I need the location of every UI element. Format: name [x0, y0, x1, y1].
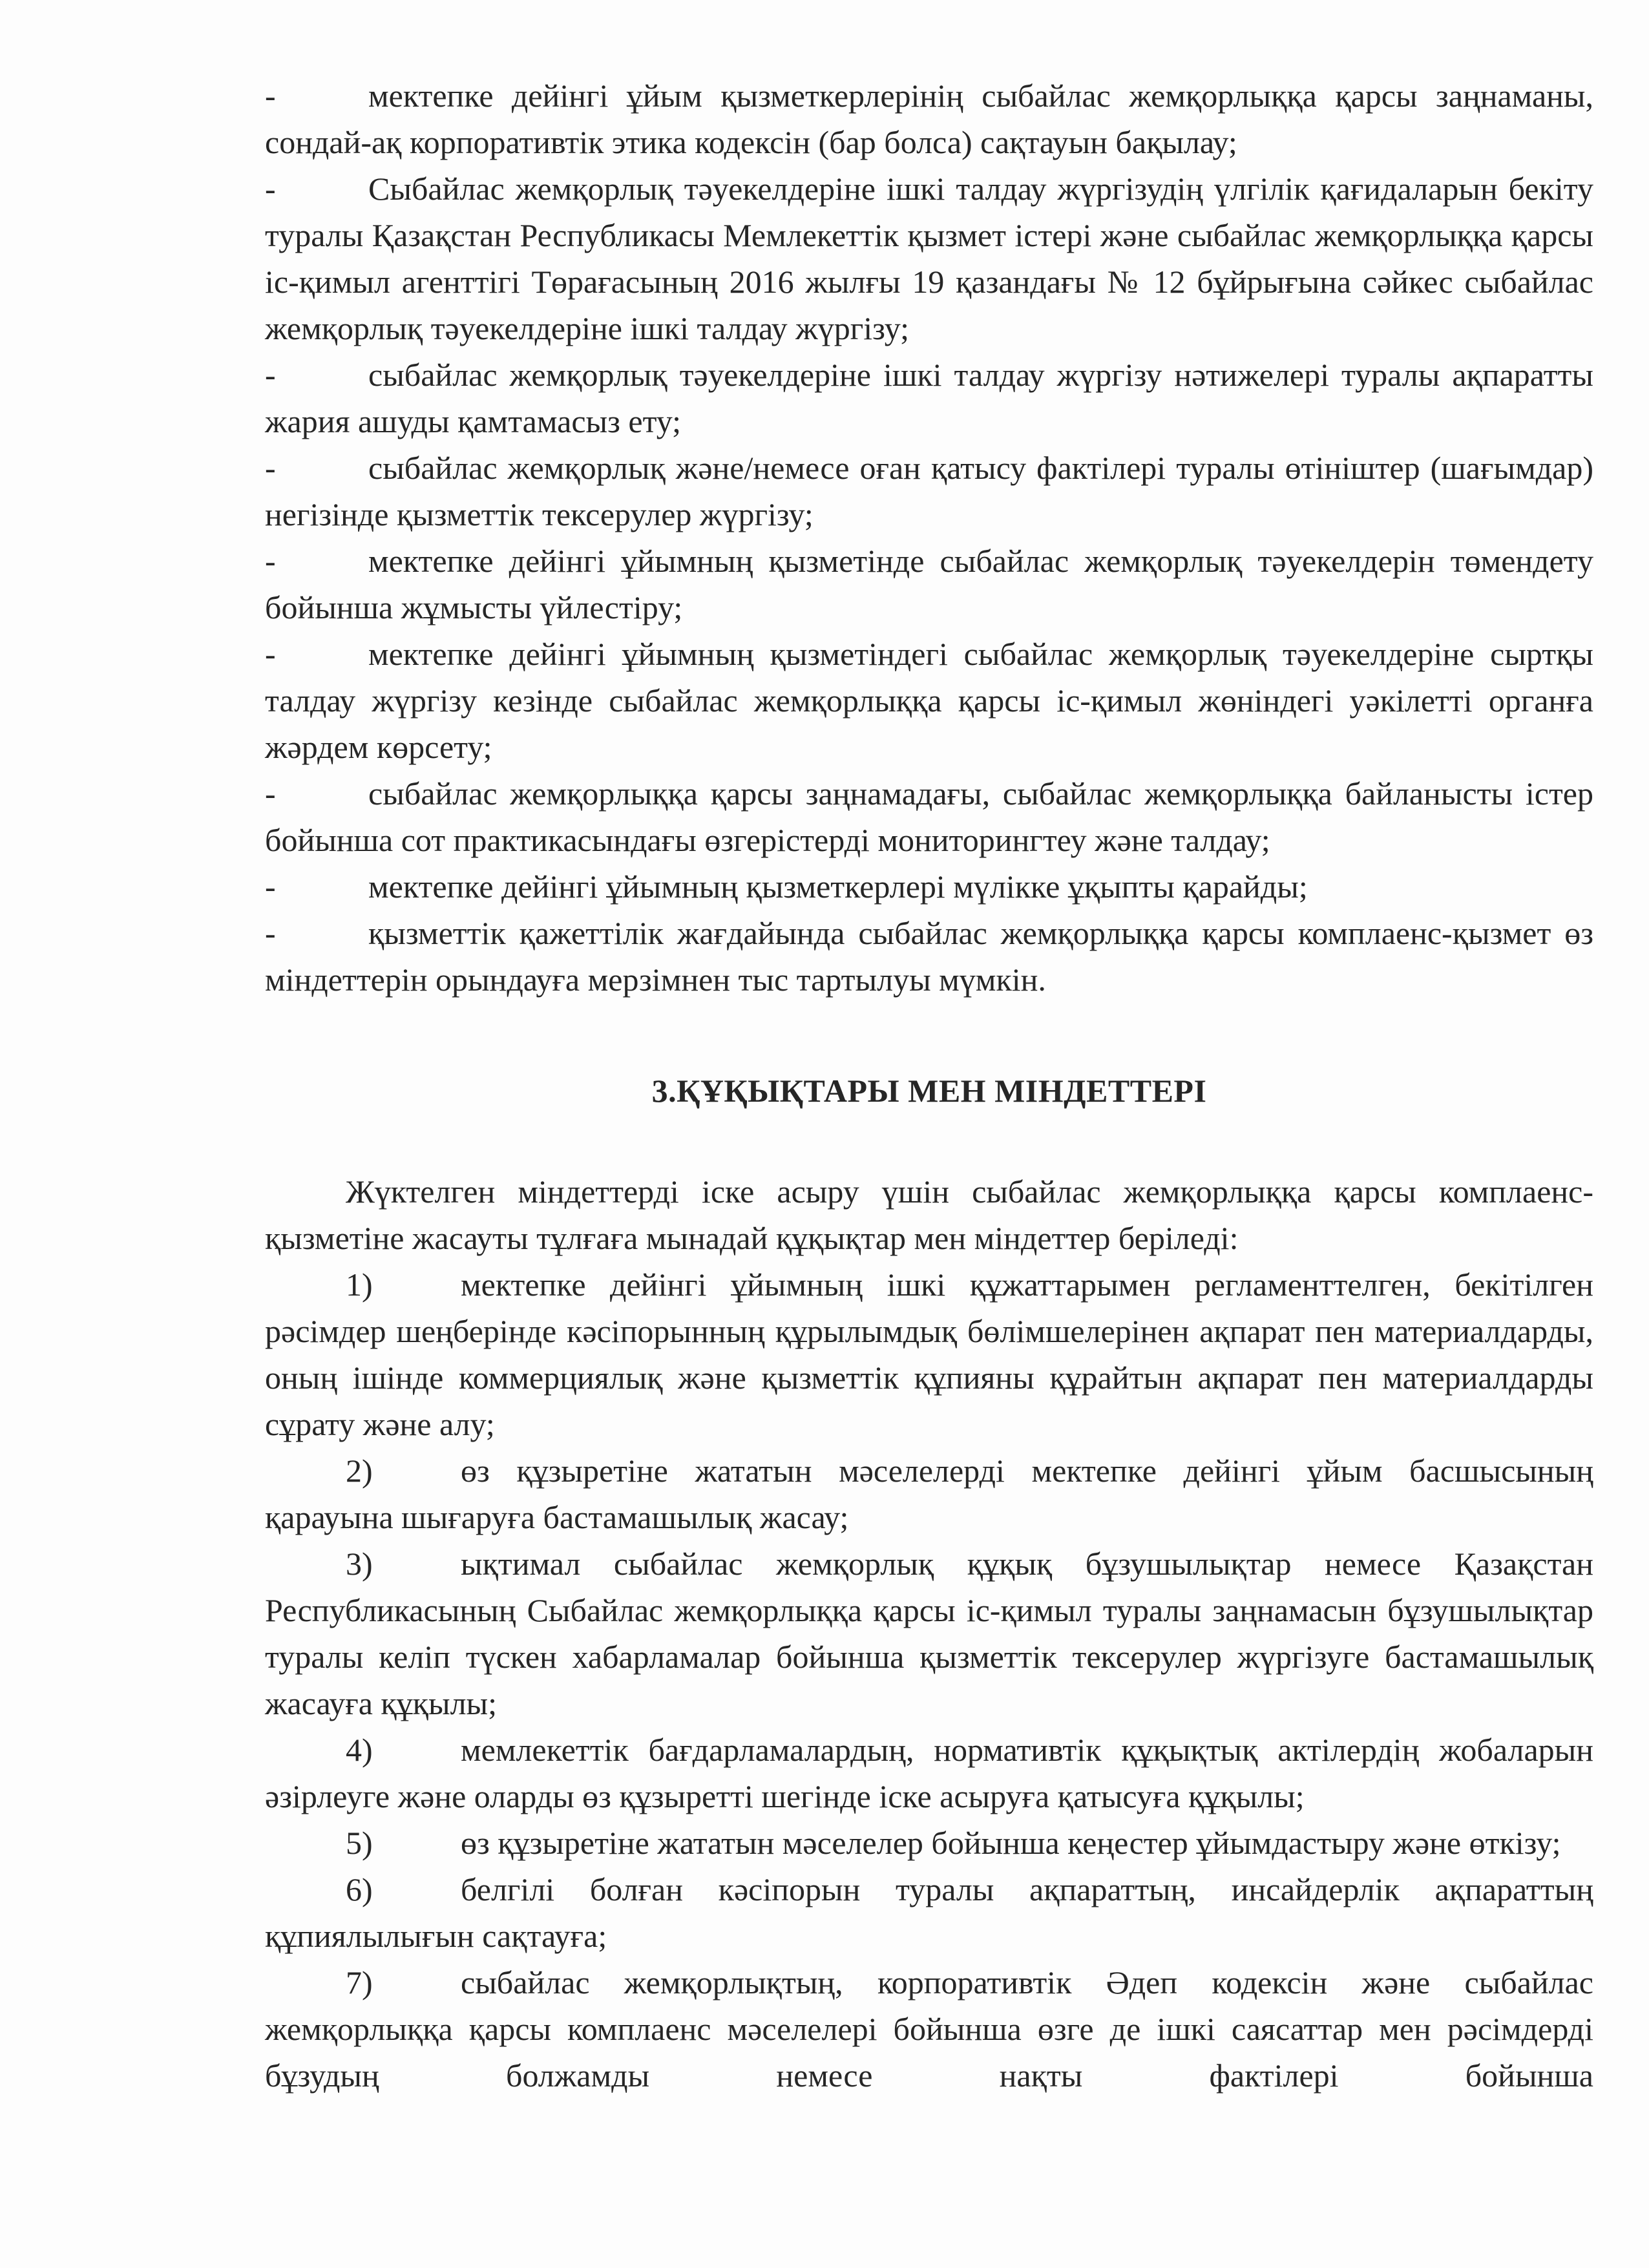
bullet-marker: - [265, 915, 276, 951]
bullet-marker: - [265, 775, 276, 812]
item-text: өз құзыретіне жататын мәселелерді мектепке дейінгі ұйым басшысының қарауына шығаруға бастамашылық жасау; [265, 1453, 1593, 1535]
bullet-marker: - [265, 357, 276, 393]
bullet-item [265, 770, 1593, 863]
bullet-marker: - [265, 636, 276, 672]
bullet-text: сыбайлас жемқорлыққа қарсы заңнамадағы, сыбайлас жемқорлыққа байланысты істер бойынша сот практикасындағы өзгерістерді мониторингтеу және талдау; [265, 775, 1593, 858]
bullet-text: мектепке дейінгі ұйым қызметкерлерінің сыбайлас жемқорлыққа қарсы заңнаманы, сондай-ақ корпоративтік этика кодексін (бар болса) сақтауын бақылау; [265, 78, 1593, 160]
section-intro: Жүктелген міндеттерді іске асыру үшін сыбайлас жемқорлыққа қарсы комплаенс-қызметіне жасауты тұлғаға мынадай құқықтар мен міндеттер беріледі: [265, 1173, 1593, 1256]
bullet-item [265, 72, 1593, 165]
item-number: 5) [346, 1825, 373, 1861]
bullet-item [265, 910, 1593, 1003]
item-number: 6) [346, 1871, 373, 1907]
bullet-text: сыбайлас жемқорлық және/немесе оған қатысу фактілері туралы өтініштер (шағымдар) негізінде қызметтік тексерулер жүргізу; [265, 450, 1593, 532]
bullet-text: Сыбайлас жемқорлық тәуекелдеріне ішкі талдау жүргізудің үлгілік қағидаларын бекіту туралы Қазақстан Республикасы Мемлекеттік қызмет істері және сыбайлас жемқорлыққа қарсы іс-қимыл агенттігі Төрағасының 2016 жылғы 19 қазандағы № 12 бұйрығына сәйкес сыбайлас жемқорлық тәуекелдеріне ішкі талдау жүргізу; [265, 171, 1593, 346]
bullet-text: қызметтік қажеттілік жағдайында сыбайлас жемқорлыққа қарсы комплаенс-қызмет өз міндеттерін орындауға мерзімнен тыс тартылуы мүмкін. [265, 915, 1593, 998]
bullet-marker: - [265, 171, 276, 207]
bullet-marker: - [265, 450, 276, 486]
item-text: мектепке дейінгі ұйымның ішкі құжаттарымен регламенттелген, бекітілген рәсімдер шеңберінде кәсіпорынның құрылымдық бөлімшелерінен ақпарат пен материалдарды, оның ішінде коммерциялық және қызметтік құпияны құрайтын ақпарат пен материалдарды сұрату және алу; [265, 1266, 1593, 1442]
bullet-item [265, 631, 1593, 770]
bullet-marker: - [265, 78, 276, 114]
item-text: ықтимал сыбайлас жемқорлық құқық бұзушылықтар немесе Қазақстан Республикасының Сыбайлас жемқорлыққа қарсы іс-қимыл туралы заңнамасын бұзушылықтар туралы келіп түскен хабарламалар бойынша қызметтік тексерулер жүргізуге бастамашылық жасауға құқылы; [265, 1546, 1593, 1721]
bullet-text: мектепке дейінгі ұйымның қызметінде сыбайлас жемқорлық тәуекелдерін төмендету бойынша жұмысты үйлестіру; [265, 543, 1593, 625]
numbered-item [265, 1820, 1593, 1866]
bullet-item [265, 352, 1593, 445]
item-number: 3) [346, 1546, 373, 1582]
bullet-item [265, 445, 1593, 538]
numbered-item [265, 1959, 1593, 2099]
numbered-item [265, 1447, 1593, 1540]
numbered-item [265, 1540, 1593, 1727]
bullet-text: мектепке дейінгі ұйымның қызметіндегі сыбайлас жемқорлық тәуекелдеріне сыртқы талдау жүргізу кезінде сыбайлас жемқорлыққа қарсы іс-қимыл жөніндегі уәкілетті органға жәрдем көрсету; [265, 636, 1593, 765]
numbered-item [265, 1261, 1593, 1447]
item-text: белгілі болған кәсіпорын туралы ақпараттың, инсайдерлік ақпараттың құпиялылығын сақтауға; [265, 1871, 1593, 1954]
bullet-text: мектепке дейінгі ұйымның қызметкерлері мүлікке ұқыпты қарайды; [368, 868, 1308, 905]
section-heading: 3.ҚҰҚЫҚТАРЫ МЕН МІНДЕТТЕРІ [651, 1073, 1207, 1109]
bullet-marker: - [265, 868, 276, 905]
item-text: мемлекеттік бағдарламалардың, нормативтік құқықтық актілердің жобаларын әзірлеуге және оларды өз құзыретті шегінде іске асыруға қатысуға құқылы; [265, 1732, 1593, 1814]
bullet-marker: - [265, 543, 276, 579]
item-number: 7) [346, 1964, 373, 2000]
item-number: 4) [346, 1732, 373, 1768]
bullet-item [265, 165, 1593, 352]
document-body [265, 72, 1593, 2099]
numbered-item [265, 1727, 1593, 1820]
bullet-text: сыбайлас жемқорлық тәуекелдеріне ішкі талдау жүргізу нәтижелері туралы ақпаратты жария ашуды қамтамасыз ету; [265, 357, 1593, 439]
item-text: өз құзыретіне жататын мәселелер бойынша кеңестер ұйымдастыру және өткізу; [461, 1825, 1561, 1861]
bullet-item [265, 538, 1593, 631]
bullet-item [265, 863, 1593, 910]
item-text: сыбайлас жемқорлықтың, корпоративтік Әдеп кодексін және сыбайлас жемқорлыққа қарсы комплаенс мәселелері бойынша өзге де ішкі саясаттар мен рәсімдерді бұзудың болжамды немесе нақты фактілері бойынша [265, 1964, 1593, 2094]
numbered-item [265, 1866, 1593, 1959]
item-number: 2) [346, 1453, 373, 1489]
item-number: 1) [346, 1266, 373, 1303]
